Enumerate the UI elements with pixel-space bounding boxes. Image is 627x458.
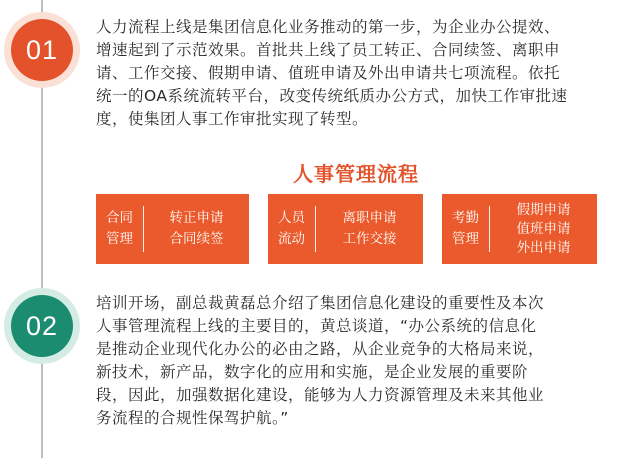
para2-line: 人事管理流程上线的主要目的，黄总谈道，“办公系统的信息化 <box>96 317 537 335</box>
timeline-line-middle <box>41 84 43 292</box>
step-01-number: 01 <box>25 35 59 65</box>
card-label: 人员 流动 <box>268 206 316 252</box>
card-item: 假期申请 <box>516 201 571 218</box>
para1-line: 请、工作交接、假期申请、值班申请及外出申请共七项流程。依托 <box>96 64 561 82</box>
para1-line: 统一的OA系统流转平台，改变传统纸质办公方式，加快工作审批速 <box>96 87 568 105</box>
card-item: 外出申请 <box>516 239 571 256</box>
section-2-paragraph <box>96 292 616 430</box>
para2-line: 是推动企业现代化办公的必由之路，从企业竞争的大格局来说， <box>96 340 545 358</box>
card-items <box>490 201 597 258</box>
timeline-line-bottom <box>41 360 43 458</box>
card-item: 工作交接 <box>342 231 397 247</box>
section-1-paragraph <box>96 16 616 131</box>
para1-line: 增速起到了示范效果。首批共上线了员工转正、合同续签、离职申 <box>96 41 561 59</box>
card-item: 值班申请 <box>516 220 571 237</box>
card-item: 离职申请 <box>342 210 397 226</box>
flow-title: 人事管理流程 <box>293 162 419 186</box>
card-item: 转正申请 <box>169 210 224 226</box>
para2-line: 新技术，新产品，数字化的应用和实施，是企业发展的重要阶 <box>96 363 529 381</box>
card-label: 合同 管理 <box>96 206 144 252</box>
para2-line: 务流程的合规性保驾护航。” <box>96 409 289 427</box>
para1-line: 度，使集团人事工作审批实现了转型。 <box>96 110 369 128</box>
step-02-badge <box>11 295 73 357</box>
flow-card-mobility <box>268 194 423 264</box>
card-label: 考勤 管理 <box>442 206 490 252</box>
flow-card-contract <box>96 194 249 264</box>
para2-line: 段，因此，加强数据化建设，能够为人力资源管理及未来其他业 <box>96 386 545 404</box>
para2-line: 培训开场，副总裁黄磊总介绍了集团信息化建设的重要性及本次 <box>96 294 545 312</box>
flow-card-attendance <box>442 194 597 264</box>
card-items <box>316 208 423 250</box>
step-02-number: 02 <box>25 311 59 341</box>
step-01-badge <box>11 19 73 81</box>
card-items <box>144 208 249 250</box>
card-item: 合同续签 <box>169 231 224 247</box>
para1-line: 人力流程上线是集团信息化业务推动的第一步，为企业办公提效、 <box>96 18 561 36</box>
